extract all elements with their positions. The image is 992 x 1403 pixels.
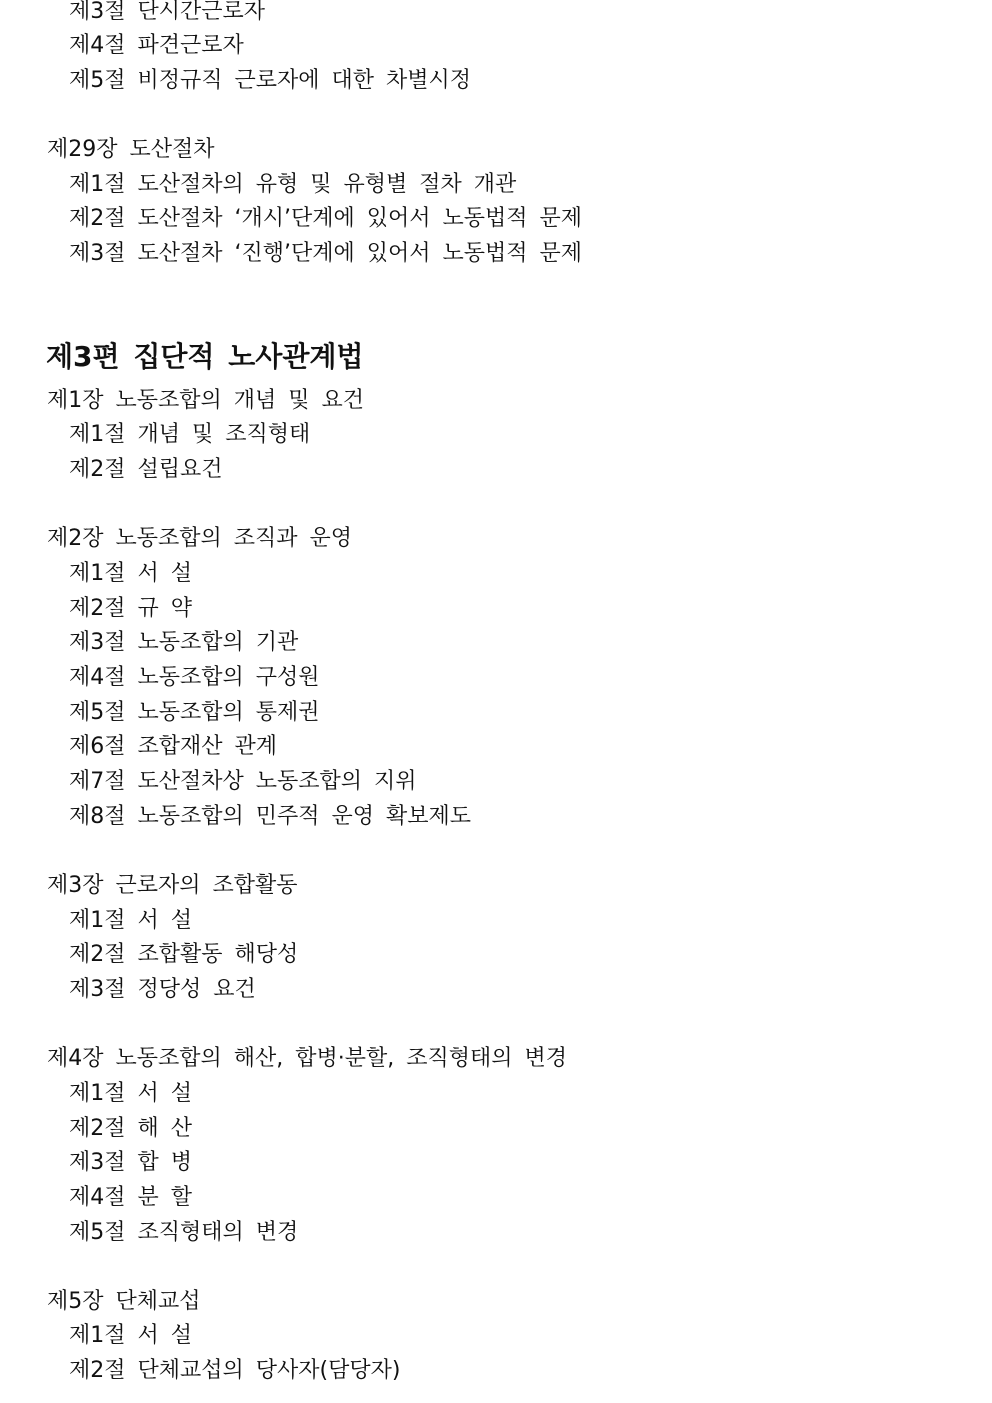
toc-chapter: 제29장 도산절차 [47,137,215,162]
toc-section: 제1절 도산절차의 유형 및 유형별 절차 개관 [69,172,517,197]
toc-chapter: 제5장 단체교섭 [47,1289,201,1314]
toc-section: 제3절 도산절차 ‘진행’단계에 있어서 노동법적 문제 [69,241,582,266]
toc-chapter: 제2장 노동조합의 조직과 운영 [47,526,353,551]
toc-section: 제5절 비정규직 근로자에 대한 차별시정 [69,68,472,93]
toc-chapter: 제3장 근로자의 조합활동 [47,873,298,898]
toc-section: 제4절 분 할 [69,1185,192,1210]
toc-section: 제1절 서 설 [69,1323,192,1348]
toc-section: 제1절 개념 및 조직형태 [69,422,311,447]
toc-section: 제2절 단체교섭의 당사자(담당자) [69,1358,401,1383]
toc-section: 제2절 조합활동 해당성 [69,942,299,967]
toc-section: 제3절 합 병 [69,1150,192,1175]
toc-section: 제2절 도산절차 ‘개시’단계에 있어서 노동법적 문제 [69,206,582,231]
toc-section: 제5절 조직형태의 변경 [69,1220,299,1245]
toc-part-title: 제3편 집단적 노사관계법 [46,340,364,373]
toc-section: 제3절 정당성 요건 [69,977,256,1002]
toc-section: 제3절 노동조합의 기관 [69,630,299,655]
toc-section: 제5절 노동조합의 통제권 [69,700,320,725]
toc-section: 제2절 설립요건 [69,457,223,482]
toc-section: 제4절 노동조합의 구성원 [69,665,320,690]
toc-chapter: 제4장 노동조합의 해산, 합병·분할, 조직형태의 변경 [47,1046,567,1071]
toc-chapter: 제1장 노동조합의 개념 및 요건 [47,388,364,413]
toc-section: 제6절 조합재산 관계 [69,734,277,759]
toc-section: 제4절 파견근로자 [69,33,244,58]
toc-section: 제2절 해 산 [69,1116,192,1141]
toc-section: 제8절 노동조합의 민주적 운영 확보제도 [69,804,472,829]
toc-section: 제1절 서 설 [69,1081,192,1106]
toc-section: 제7절 도산절차상 노동조합의 지위 [69,769,417,794]
toc-section: 제3절 단시간근로자 [69,0,266,24]
toc-section: 제2절 규 약 [69,596,192,621]
toc-section: 제1절 서 설 [69,561,192,586]
toc-section: 제1절 서 설 [69,908,192,933]
